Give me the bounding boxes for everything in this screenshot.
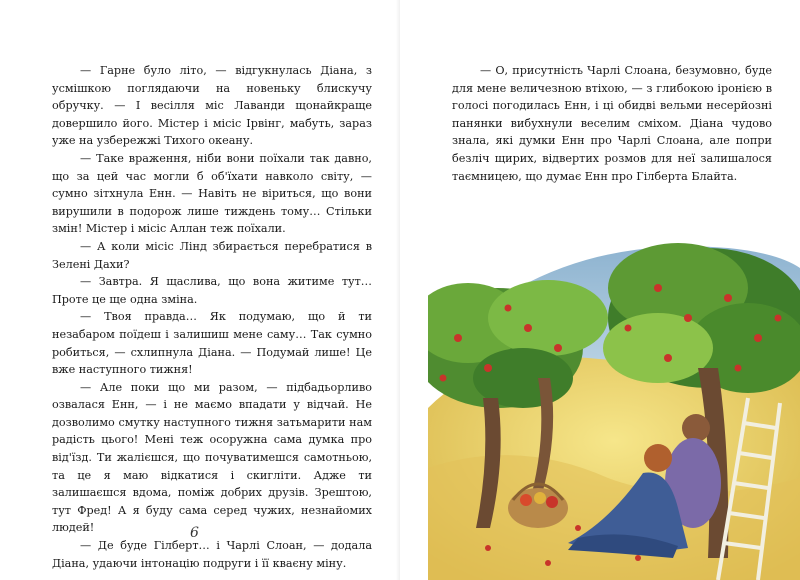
- paragraph: — Але поки що ми разом, — підбадьорливо озвалася Енн, — і не маємо впадати у відчай. Не дозволимо смутку наступного тижня затьмарити нам радість цього! Мені теж осоружна сама думка про від'їзд. Ти жалієшся, що почуватимешся самотньою, та це я маю відкатися і скигліти. Адже ти залишаєшся вдома, поміж добрих друзів. Зрештою, тут Фред! А я буду сама серед чужих, незнайомих людей!: [52, 380, 372, 535]
- right-page-text: [452, 62, 772, 185]
- paragraph: — Таке враження, ніби вони поїхали так давно, що за цей час могли б об'їхати навколо світу, — сумно зітхнула Енн. — Навіть не віриться, що вони вирушили в подорож лише тиждень тому… Стільки змін! Містер і місіс Аллан теж поїхали.: [52, 151, 372, 236]
- orchard-illustration: [428, 228, 800, 580]
- paragraph: — Завтра. Я щаслива, що вона житиме тут… Проте це ще одна зміна.: [52, 275, 372, 306]
- paragraph: — Гарне було літо, — відгукнулась Діана, з усмішкою поглядаючи на новеньку блискучу обручку. — І весілля міс Лаванди щонайкраще довершило його. Містер і місіс Ірвінг, мабуть, зараз уже на узбережжі Тихого океану.: [52, 64, 372, 148]
- page-number: 6: [190, 525, 199, 541]
- paragraph: — Твоя правда… Як подумаю, що й ти незабаром поїдеш і залишиш мене саму… Так сумно робиться, — схлипнула Діана. — Подумай лише! Це вже наступного тижня!: [52, 310, 372, 377]
- left-page-text: [52, 62, 372, 572]
- paragraph: — О, присутність Чарлі Слоана, безумовно, буде для мене величезною втіхою, — з глибокою іронією в голосі погодилась Енн, і ці обидві вельми несерйозні панянки вибухнули веселим сміхом. Діана чудово знала, які думки Енн про Чарлі Слоана, але попри безліч щирих, відвертих розмов для неї залишалося таємницею, що думає Енн про Гілберта Блайта.: [452, 64, 772, 183]
- paragraph: — А коли місіс Лінд збирається перебратися в Зелені Дахи?: [52, 239, 372, 271]
- paragraph: — Де буде Гілберт… і Чарлі Слоан, — додала Діана, удаючи інтонацію подруги і її кваєну міну.: [52, 539, 372, 570]
